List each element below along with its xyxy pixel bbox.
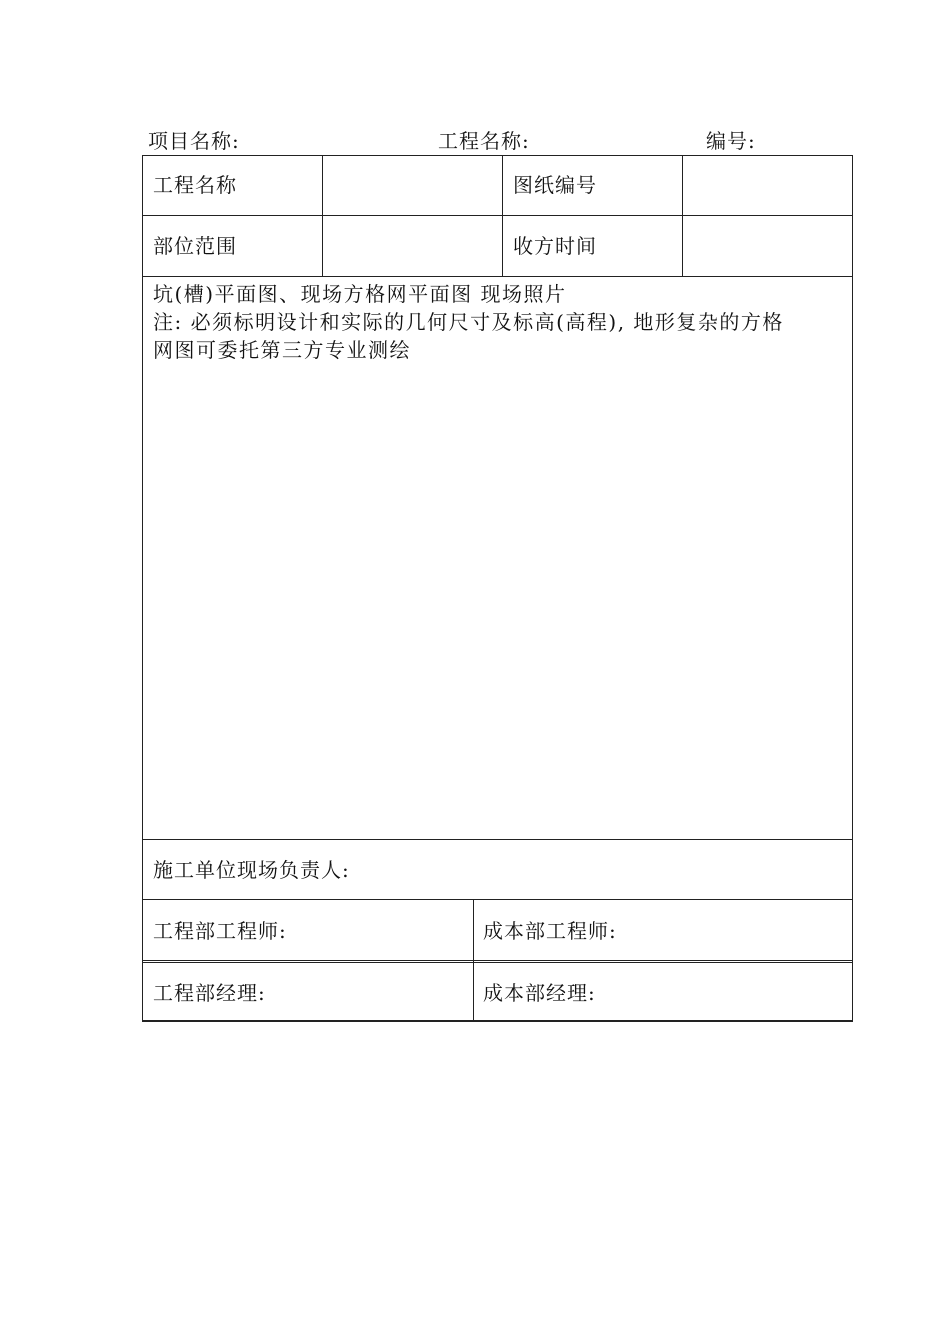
row-divider [143, 276, 852, 277]
scope-label: 部位范围 [153, 234, 237, 258]
drawing-number-label: 图纸编号 [513, 173, 597, 197]
acceptance-form-table [142, 155, 853, 1022]
column-divider [322, 156, 323, 276]
row-divider [143, 839, 852, 840]
drawing-area-note-line1: 注: 必须标明设计和实际的几何尺寸及标高(高程), 地形复杂的方格 [153, 310, 784, 334]
drawing-area-note-line2: 网图可委托第三方专业测绘 [153, 338, 411, 362]
drawing-area-title: 坑(槽)平面图、现场方格网平面图 现场照片 [153, 282, 567, 306]
row-divider [143, 960, 852, 961]
column-divider [473, 899, 474, 1021]
row-divider [143, 962, 852, 963]
row-divider [143, 1020, 852, 1021]
engineering-engineer-label: 工程部工程师: [153, 919, 287, 943]
site-manager-label: 施工单位现场负责人: [153, 858, 350, 882]
cost-engineer-label: 成本部工程师: [483, 919, 617, 943]
cost-manager-label: 成本部经理: [483, 981, 596, 1005]
engineering-manager-label: 工程部经理: [153, 981, 266, 1005]
project-name-label: 工程名称 [153, 173, 237, 197]
column-divider [502, 156, 503, 276]
header-project-name: 项目名称: [148, 129, 240, 153]
header-number: 编号: [706, 129, 756, 153]
row-divider [143, 899, 852, 900]
header-engineering-name: 工程名称: [438, 129, 530, 153]
row-divider [143, 215, 852, 216]
column-divider [682, 156, 683, 276]
survey-time-label: 收方时间 [513, 234, 597, 258]
drawing-area-notes [153, 280, 847, 364]
